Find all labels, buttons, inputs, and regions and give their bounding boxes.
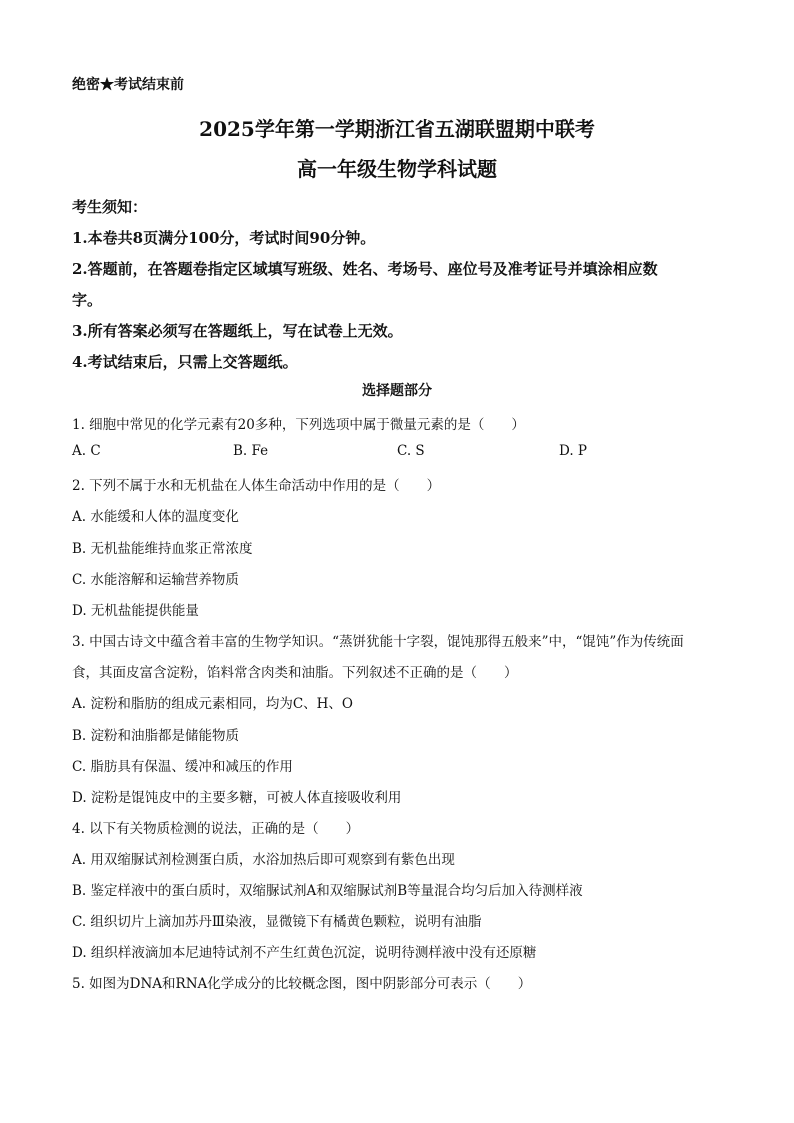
question-stem: 1. 细胞中常见的化学元素有20多种，下列选项中属于微量元素的是（ ） (72, 417, 525, 433)
secret-label: 绝密★考试结束前 (72, 77, 184, 93)
notice-item: 1.本卷共8页满分100分，考试时间90分钟。 (72, 229, 376, 247)
option-b: B. 淀粉和油脂都是储能物质 (72, 728, 240, 744)
section-title: 选择题部分 (362, 383, 432, 399)
option-d: D. 淀粉是馄饨皮中的主要多糖，可被人体直接吸收利用 (72, 790, 402, 806)
option-a: A. C (72, 443, 101, 459)
notice-item: 2.答题前，在答题卷指定区域填写班级、姓名、考场号、座位号及准考证号并填涂相应数 (72, 260, 658, 278)
question-options-row (72, 443, 732, 463)
question-stem: 2. 下列不属于水和无机盐在人体生命活动中作用的是（ ） (72, 478, 441, 494)
notice-item: 3.所有答案必须写在答题纸上，写在试卷上无效。 (72, 322, 403, 340)
option-c: C. 组织切片上滴加苏丹Ⅲ染液，显微镜下有橘黄色颗粒，说明有油脂 (72, 914, 482, 930)
option-b: B. 鉴定样液中的蛋白质时，双缩脲试剂A和双缩脲试剂B等量混合均匀后加入待测样液 (72, 883, 583, 899)
option-d: D. 无机盐能提供能量 (72, 603, 199, 619)
question-stem-continued: 食，其面皮富含淀粉，馅料常含肉类和油脂。下列叙述不正确的是（ ） (72, 665, 518, 681)
notice-item: 字。 (72, 291, 103, 309)
option-c: C. 水能溶解和运输营养物质 (72, 572, 239, 588)
exam-subtitle: 高一年级生物学科试题 (297, 157, 497, 181)
notice-heading: 考生须知： (72, 198, 148, 216)
option-a: A. 用双缩脲试剂检测蛋白质，水浴加热后即可观察到有紫色出现 (72, 852, 455, 868)
question-stem: 5. 如图为DNA和RNA化学成分的比较概念图，图中阴影部分可表示（ ） (72, 976, 532, 992)
notice-item: 4.考试结束后，只需上交答题纸。 (72, 353, 298, 371)
option-c: C. 脂肪具有保温、缓冲和减压的作用 (72, 759, 293, 775)
question-stem: 4. 以下有关物质检测的说法，正确的是（ ） (72, 821, 360, 837)
option-b: B. Fe (233, 443, 269, 459)
option-d: D. 组织样液滴加本尼迪特试剂不产生红黄色沉淀，说明待测样液中没有还原糖 (72, 945, 537, 961)
option-d: D. P (559, 443, 588, 459)
exam-title: 2025学年第一学期浙江省五湖联盟期中联考 (199, 117, 595, 141)
question-stem: 3. 中国古诗文中蕴含着丰富的生物学知识。“蒸饼犹能十字裂，馄饨那得五般来”中，“馄饨”作为传统面 (72, 634, 684, 650)
option-a: A. 水能缓和人体的温度变化 (72, 509, 239, 525)
option-a: A. 淀粉和脂肪的组成元素相同，均为C、H、O (72, 696, 354, 712)
option-b: B. 无机盐能维持血浆正常浓度 (72, 541, 253, 557)
option-c: C. S (397, 443, 425, 459)
